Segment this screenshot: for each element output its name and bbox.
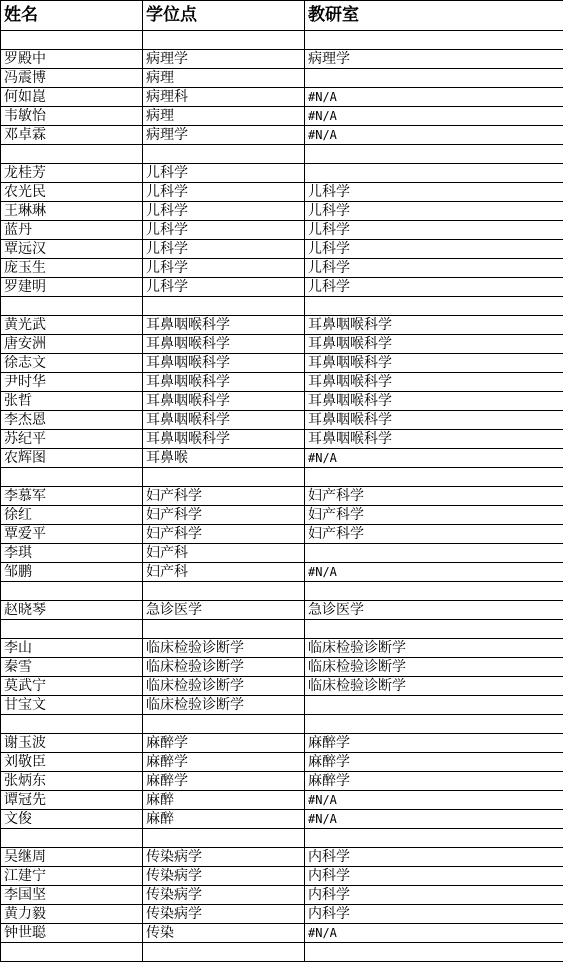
degree-program-cell[interactable]: 临床检验诊断学	[143, 658, 305, 677]
name-cell[interactable]: 李山	[1, 639, 143, 658]
degree-program-cell[interactable]: 传染病学	[143, 867, 305, 886]
department-cell[interactable]: 内科学	[305, 867, 563, 886]
table-row	[1, 544, 563, 563]
table-row	[1, 886, 563, 905]
department-cell[interactable]	[305, 696, 563, 715]
department-cell[interactable]: 病理学	[305, 50, 563, 69]
degree-program-cell[interactable]	[143, 297, 305, 316]
table-row	[1, 392, 563, 411]
name-cell[interactable]: 邓卓霖	[1, 126, 143, 145]
table-row	[1, 145, 563, 164]
department-cell[interactable]: 临床检验诊断学	[305, 639, 563, 658]
department-cell[interactable]: #N/A	[305, 107, 563, 126]
department-cell[interactable]: 耳鼻咽喉科学	[305, 354, 563, 373]
department-cell[interactable]	[305, 145, 563, 164]
table-body	[1, 31, 563, 962]
department-cell[interactable]: 耳鼻咽喉科学	[305, 316, 563, 335]
degree-program-cell[interactable]	[143, 145, 305, 164]
department-cell[interactable]: #N/A	[305, 449, 563, 468]
name-cell[interactable]: 李国坚	[1, 886, 143, 905]
department-cell[interactable]: 儿科学	[305, 183, 563, 202]
name-cell[interactable]	[1, 468, 143, 487]
name-cell[interactable]: 王琳琳	[1, 202, 143, 221]
name-cell[interactable]: 谢玉波	[1, 734, 143, 753]
degree-program-cell[interactable]: 传染病学	[143, 905, 305, 924]
degree-program-cell[interactable]: 耳鼻咽喉科学	[143, 335, 305, 354]
table-row	[1, 658, 563, 677]
department-cell[interactable]: #N/A	[305, 126, 563, 145]
name-cell[interactable]: 何如崑	[1, 88, 143, 107]
table-row	[1, 297, 563, 316]
table-row	[1, 354, 563, 373]
degree-program-cell[interactable]: 临床检验诊断学	[143, 696, 305, 715]
degree-program-cell[interactable]: 病理科	[143, 88, 305, 107]
degree-program-cell[interactable]: 临床检验诊断学	[143, 677, 305, 696]
table-row	[1, 316, 563, 335]
table-row	[1, 525, 563, 544]
department-cell[interactable]: #N/A	[305, 563, 563, 582]
table-row	[1, 563, 563, 582]
table-row	[1, 50, 563, 69]
name-cell[interactable]: 徐红	[1, 506, 143, 525]
department-cell[interactable]: 内科学	[305, 848, 563, 867]
name-cell[interactable]: 龙桂芳	[1, 164, 143, 183]
degree-program-cell[interactable]: 麻醉学	[143, 753, 305, 772]
name-cell[interactable]: 钟世聪	[1, 924, 143, 943]
department-cell[interactable]: #N/A	[305, 791, 563, 810]
department-cell[interactable]: 耳鼻咽喉科学	[305, 411, 563, 430]
degree-program-cell[interactable]: 传染病学	[143, 848, 305, 867]
table-row	[1, 88, 563, 107]
degree-program-cell[interactable]: 耳鼻咽喉科学	[143, 392, 305, 411]
degree-program-cell[interactable]: 妇产科	[143, 544, 305, 563]
name-cell[interactable]: 秦雪	[1, 658, 143, 677]
table-row	[1, 430, 563, 449]
name-cell[interactable]	[1, 829, 143, 848]
degree-program-cell[interactable]: 麻醉学	[143, 772, 305, 791]
department-cell[interactable]	[305, 715, 563, 734]
degree-program-cell[interactable]: 传染	[143, 924, 305, 943]
department-cell[interactable]	[305, 829, 563, 848]
table-row	[1, 506, 563, 525]
header-name[interactable]: 姓名	[1, 1, 143, 31]
department-cell[interactable]	[305, 943, 563, 962]
department-cell[interactable]: 耳鼻咽喉科学	[305, 430, 563, 449]
name-cell[interactable]: 甘宝文	[1, 696, 143, 715]
name-cell[interactable]: 李琪	[1, 544, 143, 563]
table-row	[1, 905, 563, 924]
name-cell[interactable]: 尹时华	[1, 373, 143, 392]
table-row	[1, 715, 563, 734]
name-cell[interactable]: 李慕军	[1, 487, 143, 506]
department-cell[interactable]: 耳鼻咽喉科学	[305, 335, 563, 354]
name-cell[interactable]	[1, 31, 143, 50]
degree-program-cell[interactable]: 病理学	[143, 126, 305, 145]
header-row	[1, 1, 563, 31]
department-cell[interactable]: 儿科学	[305, 278, 563, 297]
name-cell[interactable]: 文俊	[1, 810, 143, 829]
table-row	[1, 753, 563, 772]
name-cell[interactable]	[1, 297, 143, 316]
table-row	[1, 791, 563, 810]
table-row	[1, 449, 563, 468]
name-cell[interactable]: 刘敬臣	[1, 753, 143, 772]
table-row	[1, 601, 563, 620]
table-row	[1, 373, 563, 392]
degree-program-cell[interactable]: 妇产科学	[143, 487, 305, 506]
table-row	[1, 126, 563, 145]
table-row	[1, 221, 563, 240]
degree-program-cell[interactable]: 儿科学	[143, 240, 305, 259]
name-cell[interactable]	[1, 582, 143, 601]
degree-program-cell[interactable]	[143, 620, 305, 639]
department-cell[interactable]: 妇产科学	[305, 487, 563, 506]
degree-program-cell[interactable]: 儿科学	[143, 183, 305, 202]
table-row	[1, 639, 563, 658]
department-cell[interactable]: 麻醉学	[305, 753, 563, 772]
table-row	[1, 335, 563, 354]
degree-program-cell[interactable]: 儿科学	[143, 164, 305, 183]
table-row	[1, 468, 563, 487]
table-row	[1, 924, 563, 943]
name-cell[interactable]: 黄光武	[1, 316, 143, 335]
name-cell[interactable]: 农光民	[1, 183, 143, 202]
department-cell[interactable]: #N/A	[305, 810, 563, 829]
degree-program-cell[interactable]: 儿科学	[143, 221, 305, 240]
degree-program-cell[interactable]: 儿科学	[143, 278, 305, 297]
name-cell[interactable]: 庞玉生	[1, 259, 143, 278]
department-cell[interactable]: #N/A	[305, 88, 563, 107]
name-cell[interactable]: 李杰恩	[1, 411, 143, 430]
name-cell[interactable]: 覃远汉	[1, 240, 143, 259]
degree-program-cell[interactable]	[143, 829, 305, 848]
degree-program-cell[interactable]: 儿科学	[143, 202, 305, 221]
table-row	[1, 202, 563, 221]
table-row	[1, 582, 563, 601]
table-row	[1, 183, 563, 202]
table-row	[1, 107, 563, 126]
degree-program-cell[interactable]: 麻醉	[143, 810, 305, 829]
department-cell[interactable]: 妇产科学	[305, 506, 563, 525]
department-cell[interactable]: 耳鼻咽喉科学	[305, 373, 563, 392]
department-cell[interactable]: 内科学	[305, 905, 563, 924]
department-cell[interactable]: 急诊医学	[305, 601, 563, 620]
degree-program-cell[interactable]: 病理学	[143, 50, 305, 69]
name-cell[interactable]	[1, 145, 143, 164]
name-cell[interactable]: 覃爱平	[1, 525, 143, 544]
degree-program-cell[interactable]: 耳鼻咽喉科学	[143, 430, 305, 449]
name-cell[interactable]: 邹鹏	[1, 563, 143, 582]
name-cell[interactable]: 徐志文	[1, 354, 143, 373]
name-cell[interactable]: 罗建明	[1, 278, 143, 297]
department-cell[interactable]	[305, 31, 563, 50]
table-row	[1, 848, 563, 867]
department-cell[interactable]: 儿科学	[305, 221, 563, 240]
degree-program-cell[interactable]	[143, 943, 305, 962]
table-row	[1, 164, 563, 183]
degree-program-cell[interactable]: 临床检验诊断学	[143, 639, 305, 658]
degree-program-cell[interactable]: 妇产科	[143, 563, 305, 582]
degree-program-cell[interactable]: 耳鼻咽喉科学	[143, 373, 305, 392]
degree-program-cell[interactable]: 耳鼻喉	[143, 449, 305, 468]
degree-program-cell[interactable]: 耳鼻咽喉科学	[143, 411, 305, 430]
degree-program-cell[interactable]	[143, 715, 305, 734]
department-cell[interactable]: #N/A	[305, 924, 563, 943]
department-cell[interactable]	[305, 297, 563, 316]
table-row	[1, 278, 563, 297]
name-cell[interactable]: 蓝丹	[1, 221, 143, 240]
department-cell[interactable]: 儿科学	[305, 240, 563, 259]
degree-program-cell[interactable]: 麻醉	[143, 791, 305, 810]
name-cell[interactable]: 罗殿中	[1, 50, 143, 69]
department-cell[interactable]	[305, 620, 563, 639]
degree-program-cell[interactable]	[143, 31, 305, 50]
name-cell[interactable]: 黄力毅	[1, 905, 143, 924]
degree-program-cell[interactable]: 病理	[143, 69, 305, 88]
department-cell[interactable]: 麻醉学	[305, 772, 563, 791]
table-row	[1, 829, 563, 848]
degree-program-cell[interactable]: 病理	[143, 107, 305, 126]
department-cell[interactable]	[305, 544, 563, 563]
name-cell[interactable]: 莫武宁	[1, 677, 143, 696]
name-cell[interactable]: 韦敏怡	[1, 107, 143, 126]
name-cell[interactable]: 农辉图	[1, 449, 143, 468]
department-cell[interactable]	[305, 582, 563, 601]
table-row	[1, 943, 563, 962]
name-cell[interactable]: 吴继周	[1, 848, 143, 867]
table-row	[1, 696, 563, 715]
header-department[interactable]: 教研室	[305, 1, 563, 31]
degree-program-cell[interactable]: 妇产科学	[143, 506, 305, 525]
degree-program-cell[interactable]: 急诊医学	[143, 601, 305, 620]
table-row	[1, 487, 563, 506]
name-cell[interactable]: 赵晓琴	[1, 601, 143, 620]
department-cell[interactable]: 临床检验诊断学	[305, 677, 563, 696]
header-degree-program[interactable]: 学位点	[143, 1, 305, 31]
department-cell[interactable]	[305, 69, 563, 88]
degree-program-cell[interactable]: 麻醉学	[143, 734, 305, 753]
name-cell[interactable]: 张哲	[1, 392, 143, 411]
name-cell[interactable]: 唐安洲	[1, 335, 143, 354]
degree-program-cell[interactable]	[143, 582, 305, 601]
table-row	[1, 620, 563, 639]
name-cell[interactable]	[1, 620, 143, 639]
department-cell[interactable]: 内科学	[305, 886, 563, 905]
table-row	[1, 259, 563, 278]
department-cell[interactable]: 妇产科学	[305, 525, 563, 544]
department-cell[interactable]: 儿科学	[305, 202, 563, 221]
department-cell[interactable]: 临床检验诊断学	[305, 658, 563, 677]
name-cell[interactable]: 冯震博	[1, 69, 143, 88]
name-cell[interactable]: 张炳东	[1, 772, 143, 791]
department-cell[interactable]: 麻醉学	[305, 734, 563, 753]
table-row	[1, 677, 563, 696]
name-cell[interactable]: 谭冠先	[1, 791, 143, 810]
table-row	[1, 31, 563, 50]
name-cell[interactable]: 苏纪平	[1, 430, 143, 449]
table-row	[1, 734, 563, 753]
degree-program-cell[interactable]: 儿科学	[143, 259, 305, 278]
table-row	[1, 240, 563, 259]
degree-program-cell[interactable]: 传染病学	[143, 886, 305, 905]
degree-program-cell[interactable]: 耳鼻咽喉科学	[143, 354, 305, 373]
table-row	[1, 772, 563, 791]
name-cell[interactable]	[1, 715, 143, 734]
degree-program-cell[interactable]	[143, 468, 305, 487]
department-cell[interactable]: 耳鼻咽喉科学	[305, 392, 563, 411]
department-cell[interactable]	[305, 468, 563, 487]
degree-program-cell[interactable]: 妇产科学	[143, 525, 305, 544]
degree-program-cell[interactable]: 耳鼻咽喉科学	[143, 316, 305, 335]
table-row	[1, 867, 563, 886]
table-row	[1, 69, 563, 88]
department-cell[interactable]	[305, 164, 563, 183]
name-cell[interactable]	[1, 943, 143, 962]
table-row	[1, 411, 563, 430]
name-cell[interactable]: 江建宁	[1, 867, 143, 886]
department-cell[interactable]: 儿科学	[305, 259, 563, 278]
table-row	[1, 810, 563, 829]
